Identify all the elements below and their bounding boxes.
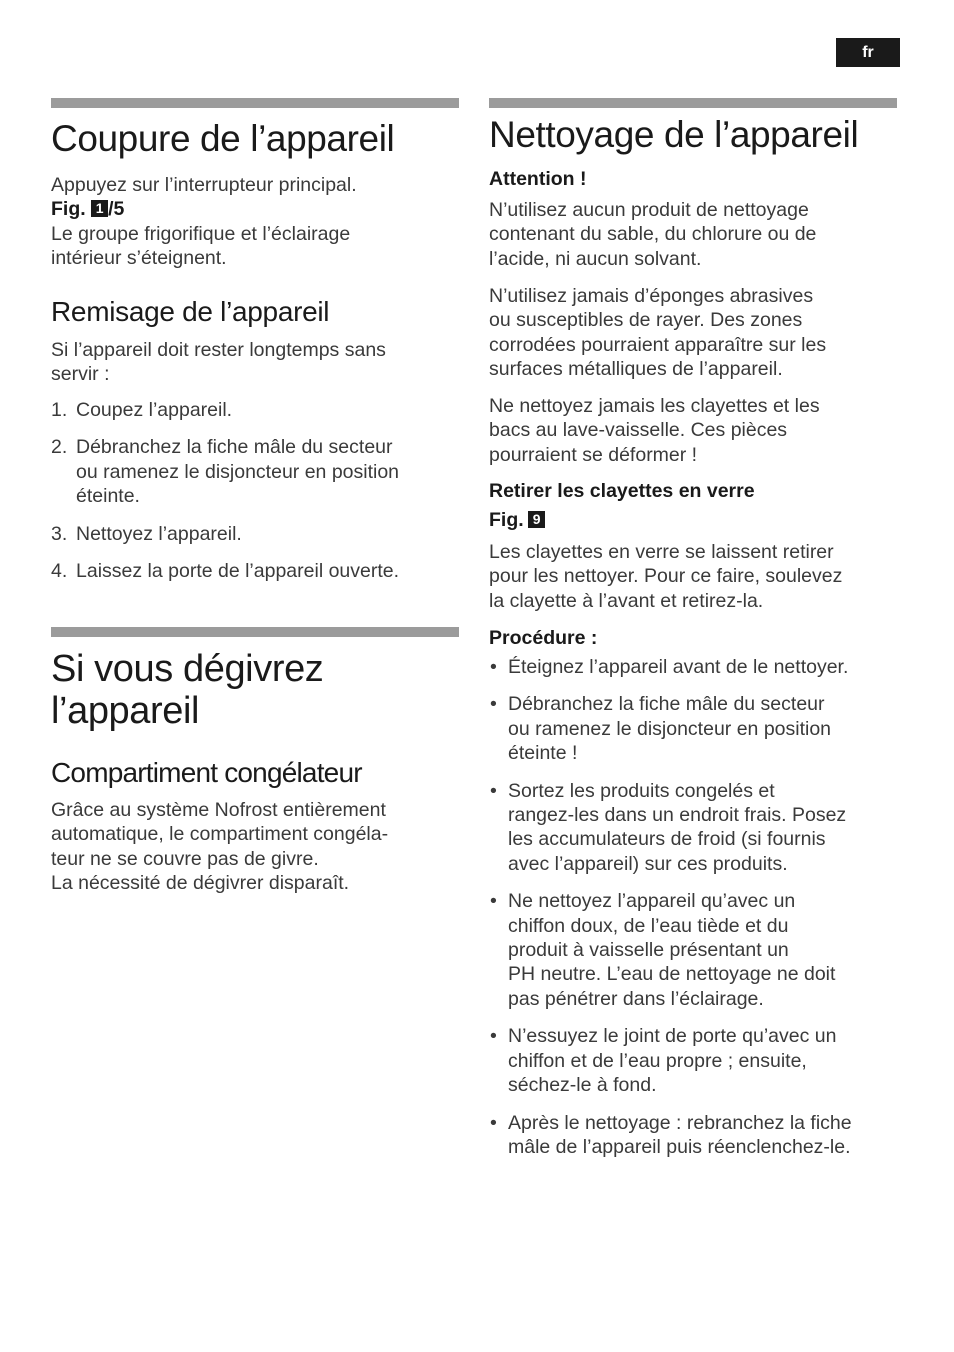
list-item: • Débranchez la fiche mâle du secteur ou ramenez le disjoncteur en position éteinte ! (490, 693, 832, 765)
list-item: • N’essuyez le joint de porte qu’avec un chiffon et de l’eau propre ; ensuite, séchez-le à fond. (490, 1025, 837, 1097)
list-item: 1. Coupez l’appareil. (51, 399, 233, 421)
attention-label: Attention ! (489, 168, 587, 190)
coupure-line: Appuyez sur l’interrupteur principal. (51, 174, 357, 196)
degivrez-title: Si vous dégivrez l’appareil (51, 648, 324, 732)
list-item: 2. Débranchez la fiche mâle du secteur ou ramenez le disjoncteur en position éteinte. (51, 436, 400, 508)
coupure-fig-ref (51, 197, 459, 221)
remisage-intro-line: Si l’appareil doit rester longtemps sans (51, 339, 386, 361)
fig-label: Fig. (51, 198, 86, 221)
degivrez-body (51, 798, 459, 896)
list-item: 3. Nettoyez l’appareil. (51, 522, 242, 545)
section-rule (489, 98, 897, 108)
coupure-line: intérieur s’éteignent. (51, 247, 227, 270)
nettoyage-para-4: Les clayettes en verre se laissent retirer pour les nettoyer. Pour ce faire, soulevez la clayette à l’avant et retirez-la. (489, 541, 843, 612)
figure-number-box: 9 (528, 511, 545, 528)
clayettes-fig-ref (489, 508, 899, 532)
degivrez-line: automatique, le compartiment congéla- (51, 823, 389, 846)
remisage-steps (51, 398, 459, 583)
degivrez-line: teur ne se couvre pas de givre. (51, 847, 319, 870)
coupure-line: Le groupe frigorifique et l’éclairage (51, 222, 351, 245)
coupure-title: Coupure de l’appareil (51, 118, 395, 159)
nettoyage-para-3: Ne nettoyez jamais les clayettes et les bacs au lave-vaisselle. Ces pièces pourraient se déformer ! (489, 395, 820, 466)
nettoyage-para-2: N’utilisez jamais d’éponges abrasives ou susceptibles de rayer. Des zones corrodées pourraient apparaître sur les surfaces métalliques de l’appareil. (489, 285, 827, 381)
clayettes-title: Retirer les clayettes en verre (489, 480, 755, 502)
section-rule (51, 98, 459, 108)
degivrez-subtitle: Compartiment congélateur (51, 757, 362, 788)
fig-suffix: /5 (108, 198, 125, 221)
figure-number-box: 1 (91, 200, 108, 217)
remisage-title: Remisage de l’appareil (51, 296, 330, 327)
remisage-intro (51, 338, 459, 387)
degivrez-line: Grâce au système Nofrost entièrement (51, 799, 386, 821)
procedure-label: Procédure : (489, 627, 598, 649)
coupure-body (51, 173, 459, 271)
procedure-list (489, 655, 899, 1159)
section-rule (51, 627, 459, 637)
list-item: • Éteignez l’appareil avant de le nettoyer. (490, 656, 849, 678)
list-item: 4. Laissez la porte de l’appareil ouverte. (51, 560, 400, 583)
fig-label: Fig. (489, 509, 524, 531)
list-item: • Sortez les produits congelés et rangez-les dans un endroit frais. Posez les accumulateurs de froid (si fournis avec l’appareil) sur ces produits. (490, 779, 847, 875)
list-item: • Ne nettoyez l’appareil qu’avec un chiffon doux, de l’eau tiède et du produit à vaisselle présentant un PH neutre. L’eau de nettoyage ne doit pas pénétrer dans l’éclairage. (490, 890, 836, 1010)
language-badge: fr (836, 38, 900, 67)
nettoyage-title: Nettoyage de l’appareil (489, 114, 859, 155)
degivrez-line: La nécessité de dégivrer disparaît. (51, 872, 350, 895)
remisage-intro-line: servir : (51, 363, 110, 386)
list-item: • Après le nettoyage : rebranchez la fiche mâle de l’appareil puis réenclenchez-le. (490, 1111, 852, 1158)
nettoyage-para-1: N’utilisez aucun produit de nettoyage contenant du sable, du chlorure ou de l’acide, ni aucun solvant. (489, 199, 817, 270)
